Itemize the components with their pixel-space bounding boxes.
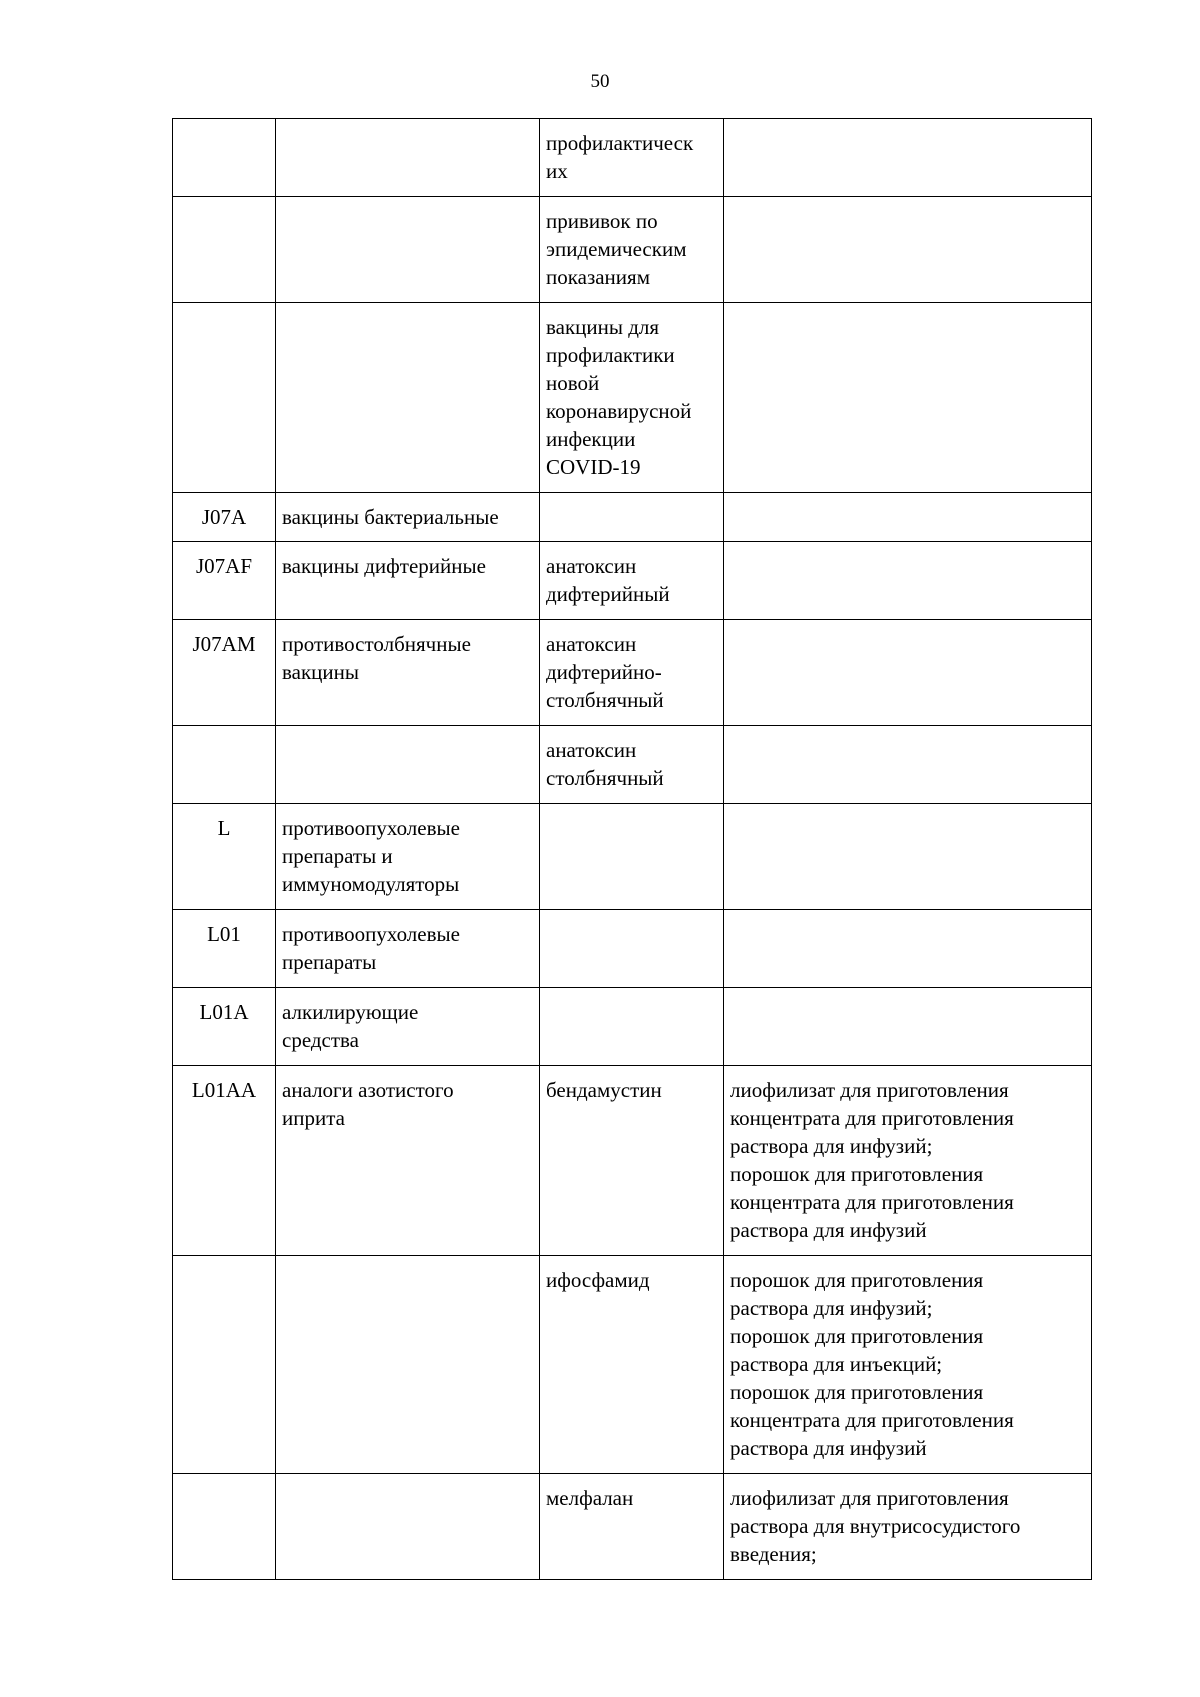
drug-table bbox=[172, 118, 1092, 1580]
table-row bbox=[173, 1066, 1092, 1256]
drug-name-cell: профилактическ их bbox=[540, 119, 724, 197]
table-row bbox=[173, 542, 1092, 620]
anatomical-group-cell bbox=[276, 726, 540, 804]
drug-name-cell: анатоксин дифтерийный bbox=[540, 542, 724, 620]
page-number: 50 bbox=[590, 71, 610, 92]
drug-table-body bbox=[173, 119, 1092, 1580]
dosage-form-cell: лиофилизат для приготовления концентрата для приготовления раствора для инфузий; порошок для приготовления концентрата для приготовления раствора для инфузий bbox=[724, 1066, 1092, 1256]
anatomical-group-cell: алкилирующие средства bbox=[276, 988, 540, 1066]
anatomical-group-cell: противостолбнячные вакцины bbox=[276, 620, 540, 726]
table-row bbox=[173, 119, 1092, 197]
anatomical-group-cell: противоопухолевые препараты и иммуномодуляторы bbox=[276, 804, 540, 910]
dosage-form-cell bbox=[724, 804, 1092, 910]
dosage-form-cell bbox=[724, 726, 1092, 804]
dosage-form-cell bbox=[724, 988, 1092, 1066]
drug-name-cell: вакцины для профилактики новой коронавирусной инфекции COVID-19 bbox=[540, 303, 724, 493]
anatomical-group-cell: противоопухолевые препараты bbox=[276, 910, 540, 988]
atc-code-cell bbox=[173, 726, 276, 804]
dosage-form-cell bbox=[724, 303, 1092, 493]
drug-name-cell: анатоксин дифтерийно- столбнячный bbox=[540, 620, 724, 726]
table-row bbox=[173, 1256, 1092, 1474]
drug-name-cell bbox=[540, 988, 724, 1066]
drug-name-cell bbox=[540, 493, 724, 542]
atc-code-cell: J07AM bbox=[173, 620, 276, 726]
atc-code-cell: J07A bbox=[173, 493, 276, 542]
dosage-form-cell bbox=[724, 197, 1092, 303]
table-row bbox=[173, 726, 1092, 804]
table-row bbox=[173, 620, 1092, 726]
table-row bbox=[173, 910, 1092, 988]
atc-code-cell bbox=[173, 303, 276, 493]
atc-code-cell: J07AF bbox=[173, 542, 276, 620]
anatomical-group-cell bbox=[276, 1474, 540, 1580]
anatomical-group-cell bbox=[276, 1256, 540, 1474]
drug-name-cell bbox=[540, 910, 724, 988]
dosage-form-cell: лиофилизат для приготовления раствора для внутрисосудистого введения; bbox=[724, 1474, 1092, 1580]
dosage-form-cell: порошок для приготовления раствора для инфузий; порошок для приготовления раствора для инъекций; порошок для приготовления концентрата для приготовления раствора для инфузий bbox=[724, 1256, 1092, 1474]
atc-code-cell bbox=[173, 1256, 276, 1474]
atc-code-cell: L01 bbox=[173, 910, 276, 988]
anatomical-group-cell: вакцины дифтерийные bbox=[276, 542, 540, 620]
atc-code-cell: L01A bbox=[173, 988, 276, 1066]
dosage-form-cell bbox=[724, 910, 1092, 988]
atc-code-cell bbox=[173, 197, 276, 303]
atc-code-cell: L01AA bbox=[173, 1066, 276, 1256]
table-row bbox=[173, 197, 1092, 303]
drug-name-cell bbox=[540, 804, 724, 910]
dosage-form-cell bbox=[724, 620, 1092, 726]
table-row bbox=[173, 988, 1092, 1066]
anatomical-group-cell bbox=[276, 303, 540, 493]
table-row bbox=[173, 1474, 1092, 1580]
table-row bbox=[173, 493, 1092, 542]
atc-code-cell bbox=[173, 119, 276, 197]
anatomical-group-cell bbox=[276, 119, 540, 197]
anatomical-group-cell bbox=[276, 197, 540, 303]
anatomical-group-cell: аналоги азотистого иприта bbox=[276, 1066, 540, 1256]
drug-name-cell: анатоксин столбнячный bbox=[540, 726, 724, 804]
drug-name-cell: ифосфамид bbox=[540, 1256, 724, 1474]
table-row bbox=[173, 303, 1092, 493]
drug-name-cell: бендамустин bbox=[540, 1066, 724, 1256]
dosage-form-cell bbox=[724, 493, 1092, 542]
atc-code-cell bbox=[173, 1474, 276, 1580]
dosage-form-cell bbox=[724, 119, 1092, 197]
table-row bbox=[173, 804, 1092, 910]
drug-name-cell: мелфалан bbox=[540, 1474, 724, 1580]
anatomical-group-cell: вакцины бактериальные bbox=[276, 493, 540, 542]
dosage-form-cell bbox=[724, 542, 1092, 620]
atc-code-cell: L bbox=[173, 804, 276, 910]
drug-name-cell: прививок по эпидемическим показаниям bbox=[540, 197, 724, 303]
